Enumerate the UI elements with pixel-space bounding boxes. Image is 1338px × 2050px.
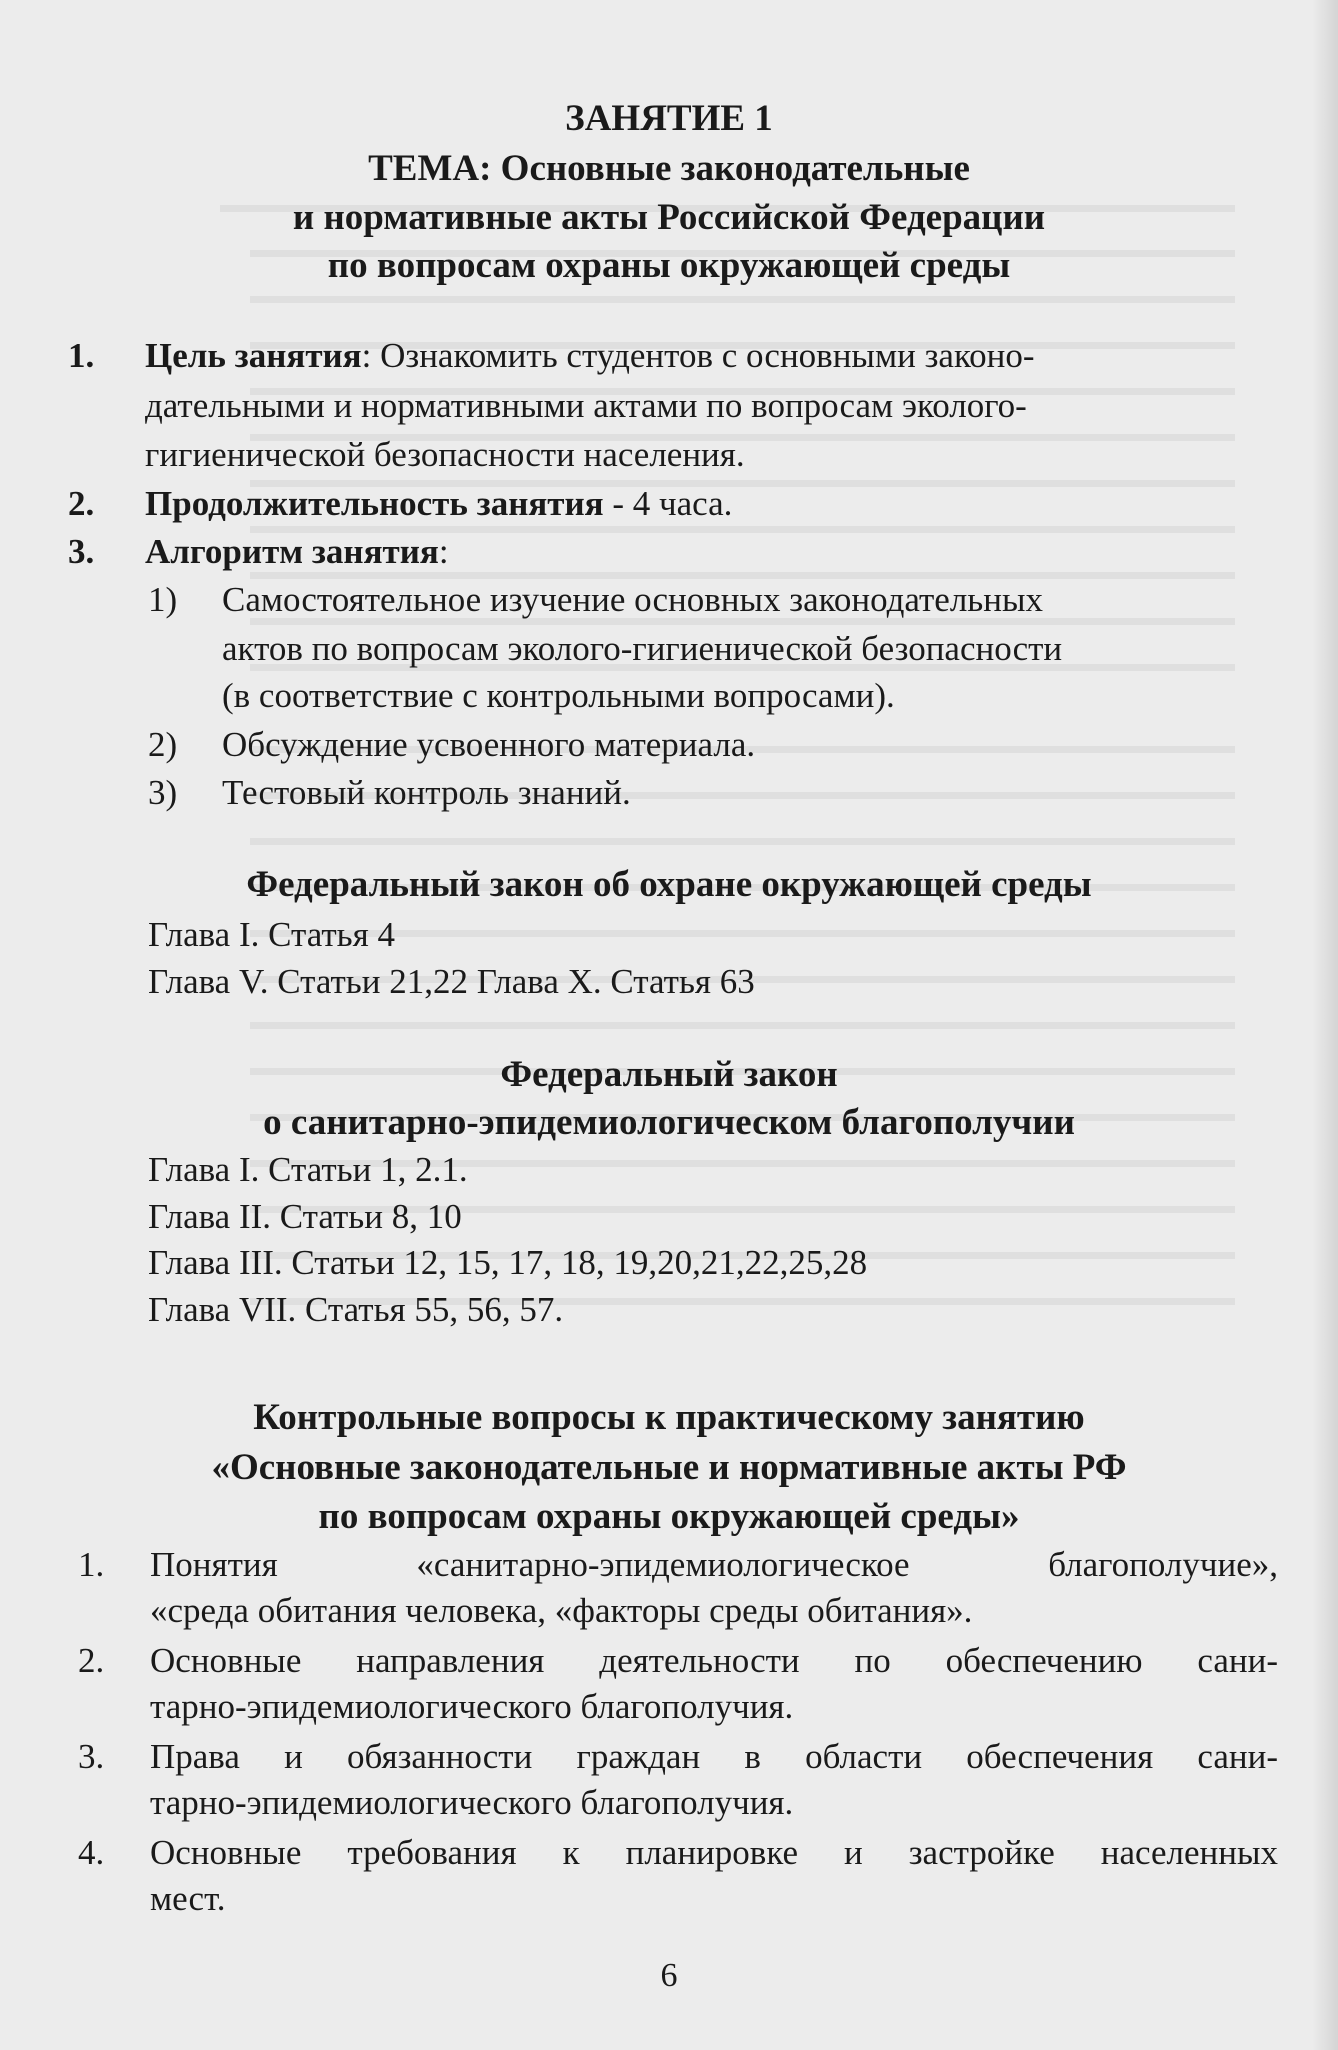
algorithm-step-1-line-1: Самостоятельное изучение основных законодательных <box>222 580 1044 619</box>
item-2-text: - 4 часа. <box>603 484 733 523</box>
item-3-number: 3. <box>68 532 95 571</box>
item-3-line <box>145 530 449 574</box>
law-2-title-line-1: Федеральный закон <box>500 1054 838 1095</box>
item-1-line-2: дательными и нормативными актами по вопросам эколого- <box>145 386 1027 425</box>
topic-line-1: ТЕМА: Основные законодательные <box>368 148 970 189</box>
item-3-text: : <box>438 532 449 571</box>
page-edge-shadow <box>1312 0 1338 2050</box>
item-2-number: 2. <box>68 484 95 523</box>
law-2-line-4: Глава VII. Статья 55, 56, 57. <box>148 1290 564 1329</box>
questions-title-line-2: «Основные законодательные и нормативные акты РФ <box>211 1447 1127 1488</box>
question-3-number: 3. <box>78 1737 105 1776</box>
item-1-text: : Ознакомить студентов с основными законо- <box>361 336 1035 375</box>
question-4-line-1: Основные требования к планировке и застройке населенных <box>150 1833 1278 1872</box>
law-2-line-2: Глава II. Статьи 8, 10 <box>148 1197 462 1236</box>
law-1-line-2: Глава V. Статьи 21,22 Глава X. Статья 63 <box>148 962 755 1001</box>
law-2-line-3: Глава III. Статьи 12, 15, 17, 18, 19,20,21,22,25,28 <box>148 1243 868 1282</box>
question-3-line-1: Права и обязанности граждан в области обеспечения сани- <box>150 1737 1278 1776</box>
questions-title-line-1: Контрольные вопросы к практическому занятию <box>253 1397 1085 1438</box>
law-1-title: Федеральный закон об охране окружающей среды <box>246 864 1092 905</box>
question-2-line-2: тарно-эпидемиологического благополучия. <box>150 1687 794 1726</box>
lesson-title: ЗАНЯТИЕ 1 <box>565 98 773 139</box>
item-1-line-1 <box>145 334 1035 378</box>
question-1-number: 1. <box>78 1545 105 1584</box>
algorithm-step-1-line-3: (в соответствие с контрольными вопросами). <box>222 676 895 715</box>
algorithm-step-1-number: 1) <box>148 580 178 619</box>
algorithm-step-3-number: 3) <box>148 773 178 812</box>
item-1-line-3: гигиенической безопасности населения. <box>145 435 745 474</box>
algorithm-step-1-line-2: актов по вопросам эколого-гигиенической безопасности <box>222 629 1063 668</box>
algorithm-step-2-line: Обсуждение усвоенного материала. <box>222 725 756 764</box>
item-2-label: Продолжительность занятия <box>145 484 604 523</box>
question-1-line-2: «среда обитания человека, «факторы среды обитания». <box>150 1591 973 1630</box>
item-3-label: Алгоритм занятия <box>145 532 439 571</box>
topic-line-2: и нормативные акты Российской Федерации <box>292 197 1046 238</box>
question-4-number: 4. <box>78 1833 105 1872</box>
item-1-number: 1. <box>68 336 95 375</box>
law-1-line-1: Глава I. Статья 4 <box>148 915 395 954</box>
law-2-line-1: Глава I. Статьи 1, 2.1. <box>148 1150 468 1189</box>
law-2-title-line-2: о санитарно-эпидемиологическом благополучии <box>263 1102 1075 1143</box>
question-2-line-1: Основные направления деятельности по обеспечению сани- <box>150 1641 1278 1680</box>
item-2-line <box>145 482 732 526</box>
question-4-line-2: мест. <box>150 1879 226 1918</box>
question-1-line-1: Понятия «санитарно-эпидемиологическое благополучие», <box>150 1545 1278 1584</box>
algorithm-step-3-line: Тестовый контроль знаний. <box>222 773 631 812</box>
question-2-number: 2. <box>78 1641 105 1680</box>
questions-title-line-3: по вопросам охраны окружающей среды» <box>318 1496 1020 1537</box>
question-3-line-2: тарно-эпидемиологического благополучия. <box>150 1783 794 1822</box>
page-number: 6 <box>660 1957 678 1994</box>
algorithm-step-2-number: 2) <box>148 725 178 764</box>
item-1-label: Цель занятия <box>145 336 362 375</box>
topic-line-3: по вопросам охраны окружающей среды <box>327 245 1011 286</box>
